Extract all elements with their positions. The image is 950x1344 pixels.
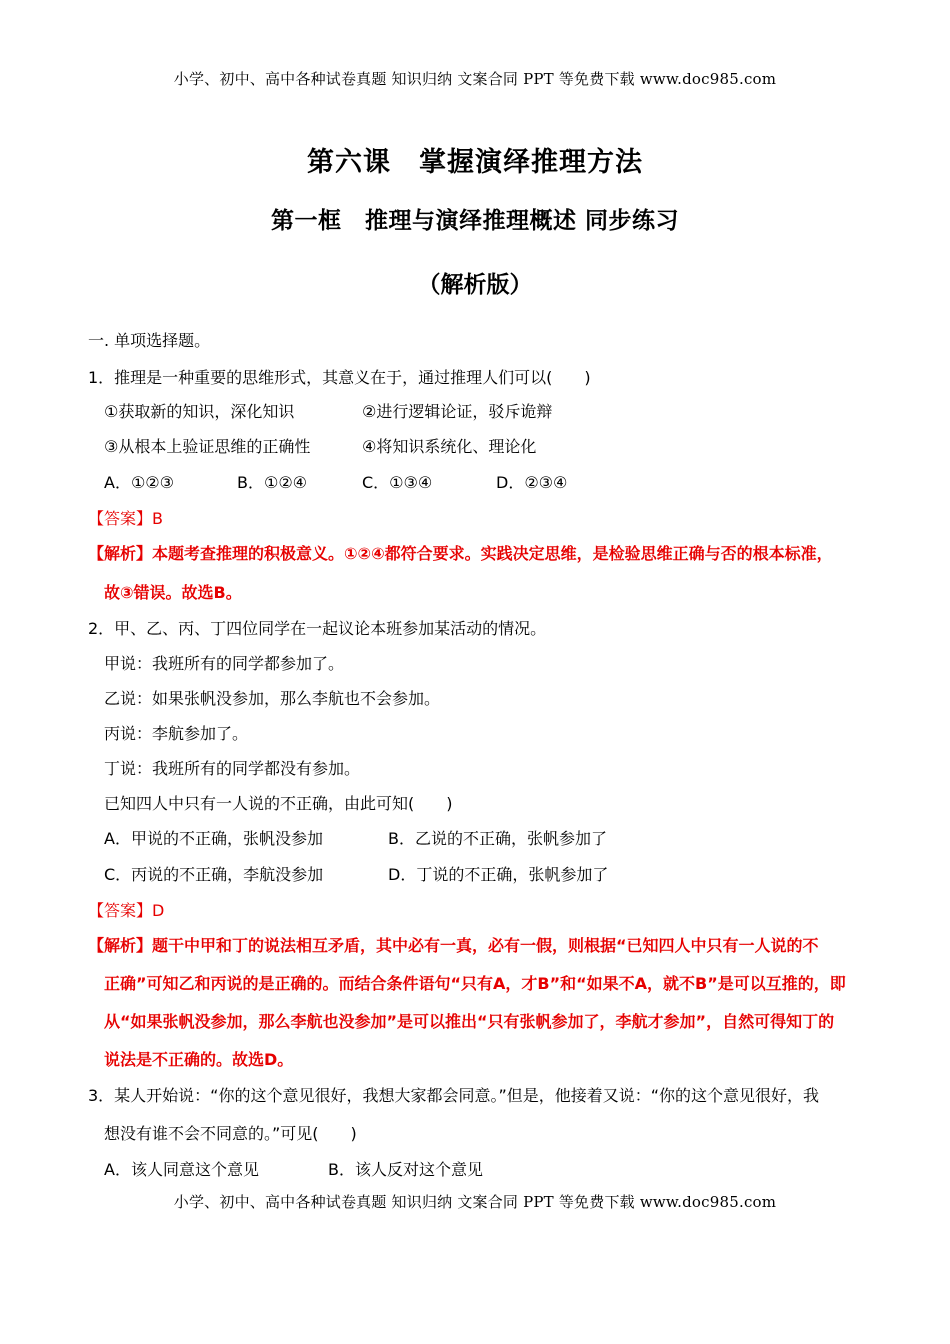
question-3-option-b: B．该人反对这个意见 xyxy=(328,1160,483,1179)
question-2-stem: 2．甲、乙、丙、丁四位同学在一起议论本班参加某活动的情况。 xyxy=(88,619,547,638)
question-1-option-d: D．②③④ xyxy=(496,473,568,492)
section-subtitle: 第一框 推理与演绎推理概述 同步练习 xyxy=(270,208,679,234)
question-1-option-c: C．①③④ xyxy=(362,473,433,492)
question-1-analysis-line-1: 【解析】本题考查推理的积极意义。①②④都符合要求。实践决定思维，是检验思维正确与否的根本标准， xyxy=(88,544,833,563)
question-2-analysis-line-3: 从“如果张帆没参加，那么李航也没参加”是可以推出“只有张帆参加了，李航才参加”，自然可得知丁的 xyxy=(104,1012,835,1031)
question-3-option-a: A．该人同意这个意见 xyxy=(104,1160,259,1179)
question-1-analysis-line-2: 故③错误。故选B。 xyxy=(104,583,242,602)
question-2-condition: 已知四人中只有一人说的不正确，由此可知( ) xyxy=(104,794,453,813)
question-2-statement-bing: 丙说：李航参加了。 xyxy=(104,724,249,743)
question-1-item-2: ②进行逻辑论证，驳斥诡辩 xyxy=(362,402,553,421)
question-1-option-a: A．①②③ xyxy=(104,473,174,492)
question-1-item-4: ④将知识系统化、理论化 xyxy=(362,437,537,456)
question-1-item-3: ③从根本上验证思维的正确性 xyxy=(104,437,311,456)
question-2-analysis-line-4: 说法是不正确的。故选D。 xyxy=(104,1050,294,1069)
question-2-answer: 【答案】D xyxy=(88,901,165,920)
question-1-answer: 【答案】B xyxy=(88,509,163,528)
edition-label: （解析版） xyxy=(417,272,533,298)
question-2-option-d: D．丁说的不正确，张帆参加了 xyxy=(388,865,609,884)
question-3-stem-line-2: 想没有谁不会不同意的。”可见( ) xyxy=(104,1124,357,1143)
lesson-title: 第六课 掌握演绎推理方法 xyxy=(307,147,643,178)
question-1-item-1: ①获取新的知识，深化知识 xyxy=(104,402,295,421)
question-2-statement-yi: 乙说：如果张帆没参加，那么李航也不会参加。 xyxy=(104,689,441,708)
section-heading: 一. 单项选择题。 xyxy=(88,331,211,350)
question-2-statement-jia: 甲说：我班所有的同学都参加了。 xyxy=(104,654,345,673)
question-2-analysis-line-2: 正确”可知乙和丙说的是正确的。而结合条件语句“只有A，才B”和“如果不A，就不B”是可以互推的，即 xyxy=(104,974,846,993)
footer-banner: 小学、初中、高中各种试卷真题 知识归纳 文案合同 PPT 等免费下载 www.doc985.com xyxy=(173,1193,777,1211)
question-2-option-c: C．丙说的不正确，李航没参加 xyxy=(104,865,324,884)
header-banner: 小学、初中、高中各种试卷真题 知识归纳 文案合同 PPT 等免费下载 www.doc985.com xyxy=(173,70,777,88)
question-1-stem: 1．推理是一种重要的思维形式，其意义在于，通过推理人们可以( ) xyxy=(88,368,591,387)
question-3-stem-line-1: 3．某人开始说：“你的这个意见很好，我想大家都会同意。”但是，他接着又说：“你的这个意见很好，我 xyxy=(88,1086,820,1105)
question-2-statement-ding: 丁说：我班所有的同学都没有参加。 xyxy=(104,759,361,778)
question-2-analysis-line-1: 【解析】题干中甲和丁的说法相互矛盾，其中必有一真，必有一假，则根据“已知四人中只有一人说的不 xyxy=(88,936,819,955)
question-2-option-a: A．甲说的不正确，张帆没参加 xyxy=(104,829,323,848)
question-1-option-b: B．①②④ xyxy=(237,473,308,492)
question-2-option-b: B．乙说的不正确，张帆参加了 xyxy=(388,829,607,848)
